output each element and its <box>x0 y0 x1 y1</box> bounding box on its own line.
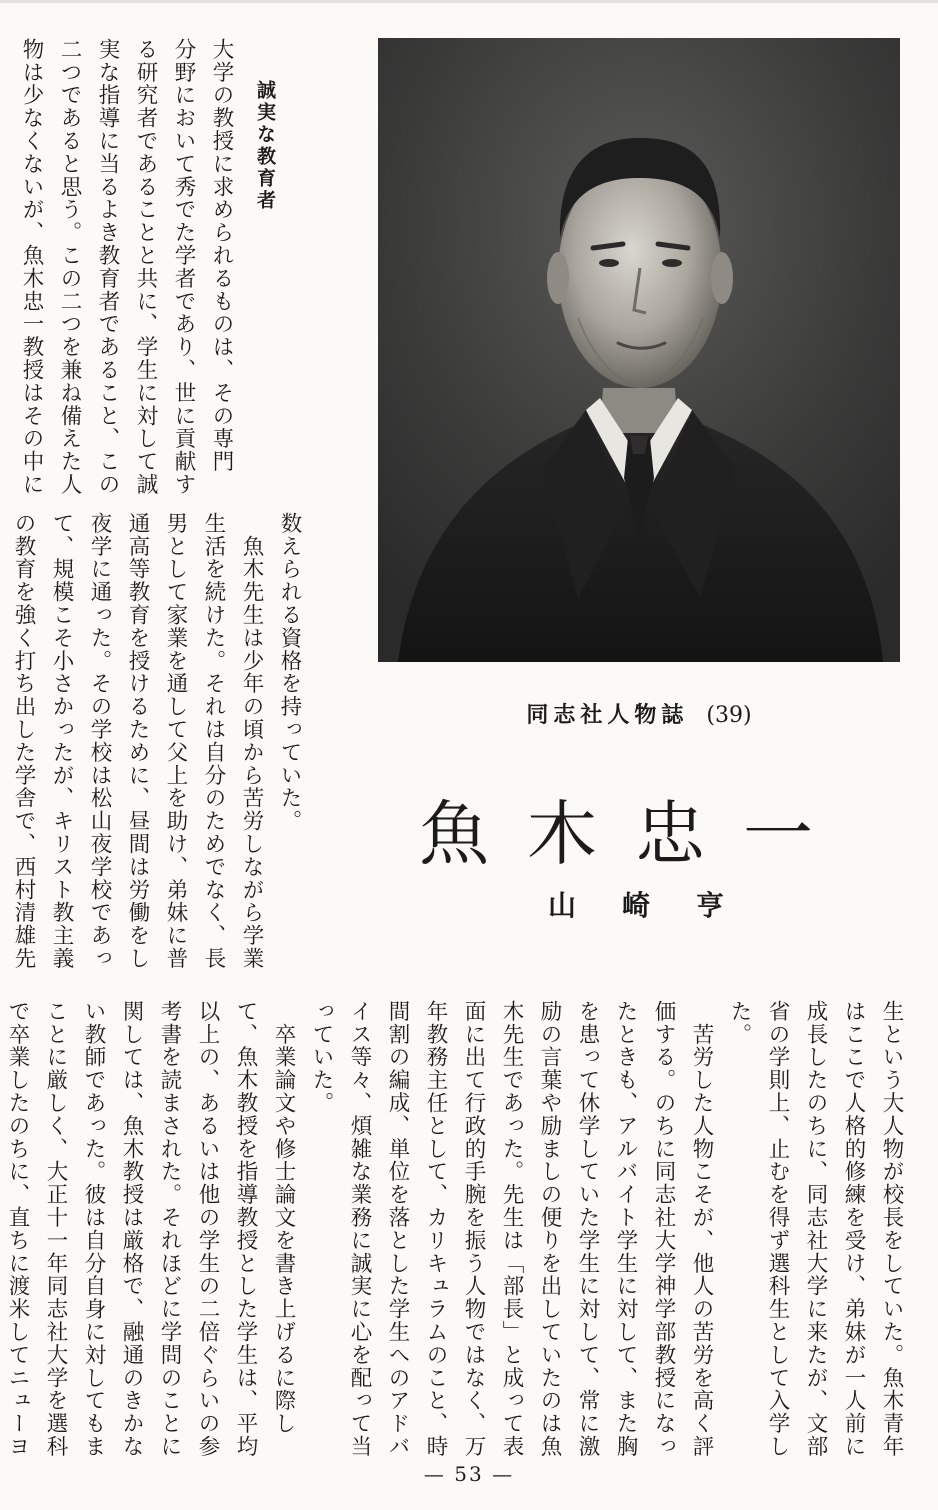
text-line: はここで人格的修練を受け、弟妹が一人前に <box>841 1000 866 1458</box>
text-line: 通高等教育を授けるために、昼間は労働をし <box>125 512 150 970</box>
text-line: 生という大人物が校長をしていた。魚木青年 <box>879 1000 904 1458</box>
author-name: 山崎亨 <box>547 889 770 922</box>
portrait-photo <box>378 38 900 662</box>
series-number: (39) <box>706 703 752 728</box>
text-line: 大学の教授に求められるものは、その専門 <box>209 38 234 474</box>
text-line: を患って休学していた学生に対して、常に激 <box>575 1000 600 1458</box>
text-line: 苦労した人物こそが、他人の苦労を高く評 <box>689 1000 714 1458</box>
series-heading <box>378 698 900 729</box>
text-line: て、魚木教授を指導教授とした学生は、平均 <box>233 1000 258 1458</box>
text-line: で卒業したのちに、直ちに渡米してニューヨ <box>5 1000 30 1458</box>
text-line: 二つであると思う。この二つを兼ね備えた人 <box>57 38 82 496</box>
text-line: 面に出て行政的手腕を振う人物ではなく、万 <box>461 1000 486 1458</box>
text-line: 卒業論文や修士論文を書き上げるに際し <box>271 1000 296 1436</box>
text-line: 省の学則上、止むを得ず選科生として入学し <box>765 1000 790 1458</box>
page-top-rule <box>0 0 938 3</box>
text-line: 以上の、あるいは他の学生の二倍ぐらいの参 <box>195 1000 220 1458</box>
text-line: 年教務主任として、カリキュラムのこと、時 <box>423 1000 448 1458</box>
text-line: 関しては、魚木教授は厳格で、融通のきかな <box>119 1000 144 1458</box>
series-label: 同志社人物誌 <box>526 703 689 728</box>
text-block-bottom <box>5 1000 910 1458</box>
text-line: 夜学に通った。その学校は松山夜学校であっ <box>87 512 112 970</box>
text-line: る研究者であることと共に、学生に対して誠 <box>133 38 158 496</box>
text-line: 生活を続けた。それは自分のためでなく、長 <box>201 512 226 970</box>
text-line: 成長したのちに、同志社大学に来たが、文部 <box>803 1000 828 1458</box>
text-line: の教育を強く打ち出した学舎で、西村清雄先 <box>11 512 36 970</box>
text-line: 考書を読まされた。それほどに学問のことに <box>157 1000 182 1458</box>
text-line: ことに厳しく、大正十一年同志社大学を選科 <box>43 1000 68 1458</box>
text-line: 魚木先生は少年の頃から苦労しながら学業 <box>239 512 264 970</box>
text-line: たときも、アルバイト学生に対して、また胸 <box>613 1000 638 1458</box>
section-heading: 誠実な教育者 <box>254 80 276 212</box>
text-line: 実な指導に当るよき教育者であること、この <box>95 38 120 496</box>
text-block-upper-left <box>8 38 240 502</box>
text-line: 間割の編成、単位を落とした学生へのアドバ <box>385 1000 410 1458</box>
article-title: 魚木忠一 <box>419 793 851 875</box>
text-line: 励の言葉や励ましの便りを出していたのは魚 <box>537 1000 562 1458</box>
text-block-middle-left <box>8 512 308 974</box>
text-line: 男として家業を通して父上を助け、弟妹に普 <box>163 512 188 970</box>
text-line: た。 <box>727 1000 752 1046</box>
text-line: 木先生であった。先生は「部長」と成って表 <box>499 1000 524 1458</box>
text-line: て、規模こそ小さかったが、キリスト教主義 <box>49 512 74 970</box>
text-line: 物は少なくないが、魚木忠一教授はその中に <box>19 38 44 496</box>
text-line: 数えられる資格を持っていた。 <box>277 512 302 833</box>
text-line: い教師であった。彼は自分自身に対してもま <box>81 1000 106 1458</box>
text-line: っていた。 <box>309 1000 334 1115</box>
page-number: — 53 — <box>423 1462 515 1486</box>
text-line: イス等々、煩雑な業務に誠実に心を配って当 <box>347 1000 372 1458</box>
text-line: 価する。のちに同志社大学神学部教授になっ <box>651 1000 676 1458</box>
text-line: 分野において秀でた学者であり、世に貢献す <box>171 38 196 496</box>
